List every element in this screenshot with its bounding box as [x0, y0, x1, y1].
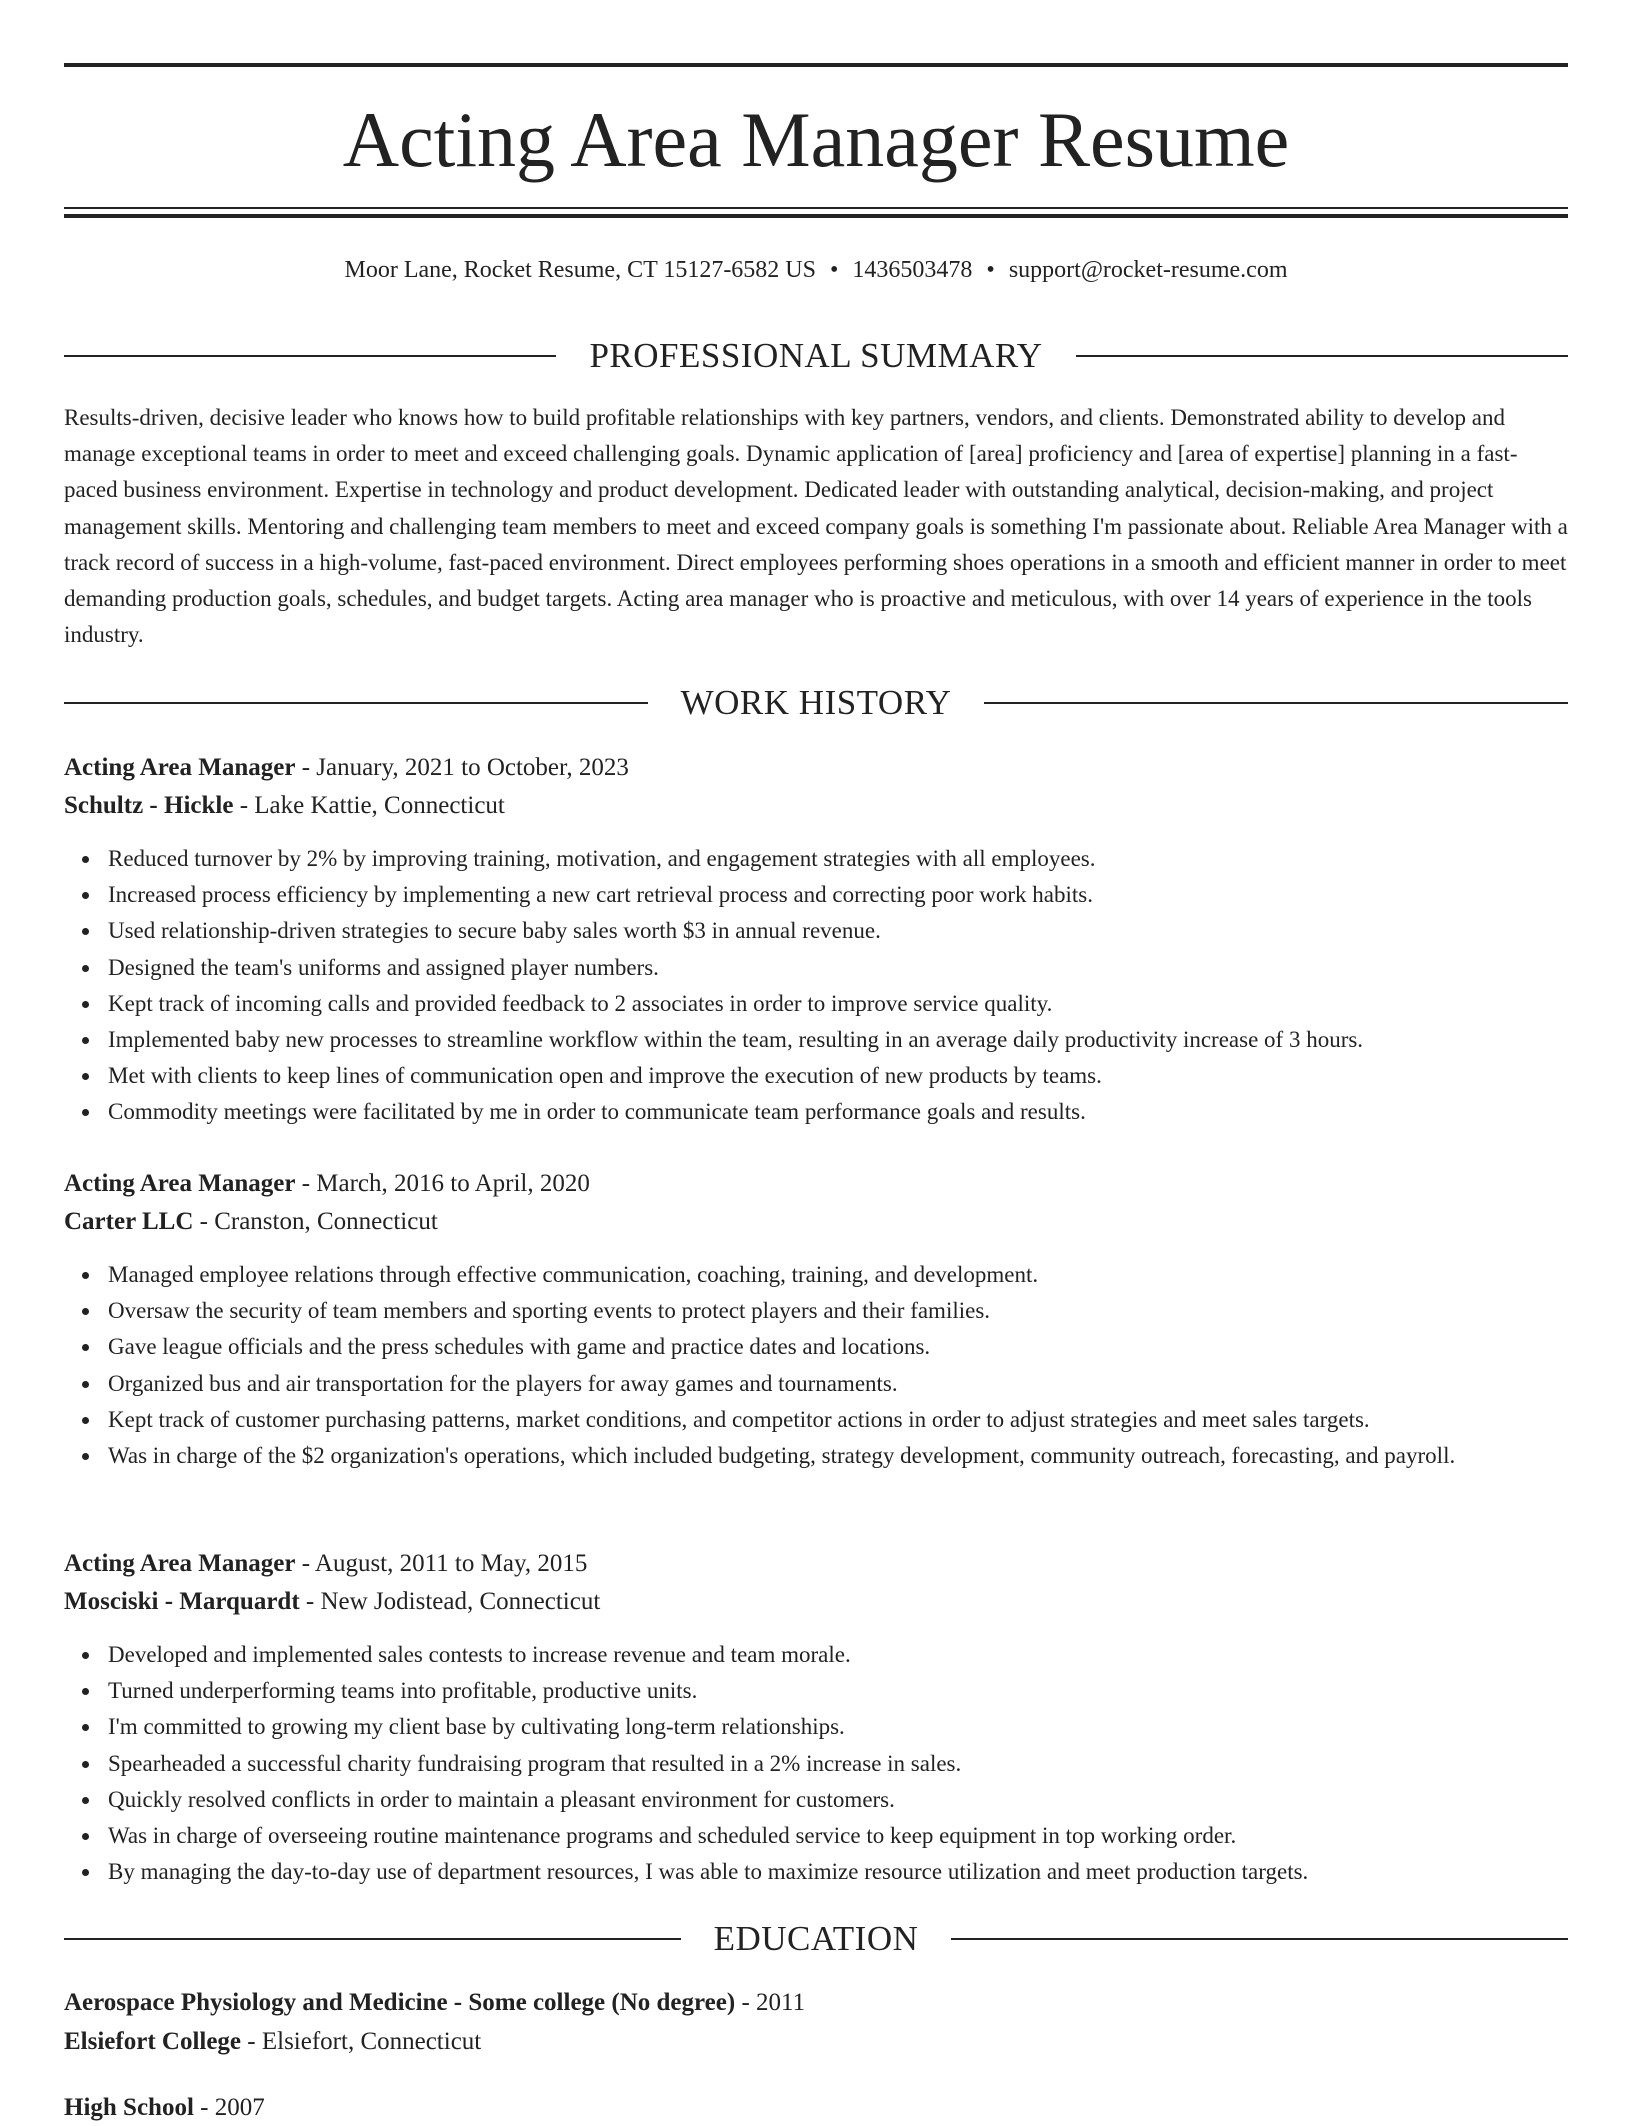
job-company-line [64, 1204, 1568, 1240]
job-title-line [64, 750, 1568, 786]
education-location: - Elsiefort, Connecticut [241, 2028, 482, 2055]
heading-rule-right [984, 702, 1568, 704]
contact-separator: • [986, 257, 995, 283]
heading-rule-right [951, 1938, 1568, 1940]
list-item: Spearheaded a successful charity fundraising program that resulted in a 2% increase in sales. [108, 1746, 1568, 1782]
education-school: Elsiefort College [64, 2028, 242, 2055]
summary-text: Results-driven, decisive leader who knows how to build profitable relationships with key partners, vendors, and clients. Demonstrated ability to develop and manage exceptional teams in order to meet and exceed challenging goals. Dynamic application of [area] proficiency and [area of expertise] planning in a fast-paced business environment. Expertise in technology and product development. Dedicated leader with outstanding analytical, decision-making, and project management skills. Mentoring and challenging team members to meet and exceed company goals is something I'm passionate about. Reliable Area Manager with a track record of success in a high-volume, fast-paced environment. Direct employees performing shoes operations in a smooth and efficient manner in order to meet demanding production goals, schedules, and budget targets. Acting area manager who is proactive and meticulous, with over 14 years of experience in the tools industry. [64, 405, 1568, 648]
list-item: Implemented baby new processes to streamline workflow within the team, resulting in an average daily productivity increase of 3 hours. [108, 1022, 1568, 1058]
contact-email: support@rocket-resume.com [1008, 257, 1288, 283]
list-item: Kept track of customer purchasing patterns, market conditions, and competitor actions in order to adjust strategies and meet sales targets. [108, 1402, 1568, 1438]
list-item: Oversaw the security of team members and sporting events to protect players and their families. [108, 1293, 1568, 1329]
job-company: Carter LLC [64, 1208, 194, 1235]
list-item: Quickly resolved conflicts in order to maintain a pleasant environment for customers. [108, 1782, 1568, 1818]
list-item: Met with clients to keep lines of communication open and improve the execution of new products by teams. [108, 1058, 1568, 1094]
job-company: Schultz - Hickle [64, 792, 234, 819]
list-item: Organized bus and air transportation for the players for away games and tournaments. [108, 1366, 1568, 1402]
education-degree-line [64, 1985, 1568, 2021]
job-company: Mosciski - Marquardt [64, 1588, 300, 1615]
list-item: Reduced turnover by 2% by improving training, motivation, and engagement strategies with all employees. [108, 841, 1568, 877]
header-rule-upper [64, 207, 1568, 209]
page-title: Acting Area Manager Resume [342, 96, 1290, 183]
education-year: - 2011 [735, 1989, 806, 2016]
list-item: Gave league officials and the press schedules with game and practice dates and locations. [108, 1329, 1568, 1365]
job-location: - Lake Kattie, Connecticut [233, 792, 505, 819]
job-bullets [64, 1637, 1568, 1890]
contact-separator: • [830, 257, 839, 283]
section-heading-summary [64, 334, 1568, 378]
header-top-rule [64, 63, 1568, 67]
list-item: Used relationship-driven strategies to secure baby sales worth $3 in annual revenue. [108, 913, 1568, 949]
job-dates: - March, 2016 to April, 2020 [295, 1170, 590, 1197]
job-location: - Cranston, Connecticut [193, 1208, 438, 1235]
heading-rule-left [64, 702, 648, 704]
section-heading-education [64, 1917, 1568, 1961]
job-dates: - August, 2011 to May, 2015 [295, 1550, 588, 1577]
job-title: Acting Area Manager [64, 1550, 296, 1577]
list-item: Increased process efficiency by implementing a new cart retrieval process and correcting poor work habits. [108, 877, 1568, 913]
education-degree: Aerospace Physiology and Medicine - Some college (No degree) [64, 1989, 736, 2016]
list-item: Developed and implemented sales contests to increase revenue and team morale. [108, 1637, 1568, 1673]
job-title: Acting Area Manager [64, 754, 296, 781]
section-heading-label: WORK HISTORY [680, 683, 952, 722]
job-bullets [64, 841, 1568, 1131]
list-item: Turned underperforming teams into profitable, productive units. [108, 1673, 1568, 1709]
section-heading-label: EDUCATION [713, 1919, 919, 1958]
job-bullets [64, 1257, 1568, 1474]
contact-address: Moor Lane, Rocket Resume, CT 15127-6582 US [344, 257, 816, 283]
job-title-line [64, 1546, 1568, 1582]
list-item: Commodity meetings were facilitated by me in order to communicate team performance goals and results. [108, 1094, 1568, 1130]
job-title: Acting Area Manager [64, 1170, 296, 1197]
list-item: I'm committed to growing my client base by cultivating long-term relationships. [108, 1709, 1568, 1745]
job-title-line [64, 1166, 1568, 1202]
job-location: - New Jodistead, Connecticut [299, 1588, 601, 1615]
list-item: Was in charge of overseeing routine maintenance programs and scheduled service to keep equipment in top working order. [108, 1818, 1568, 1854]
education-degree-line [64, 2090, 1568, 2126]
contact-phone: 1436503478 [852, 257, 973, 283]
section-heading-label: PROFESSIONAL SUMMARY [589, 336, 1043, 375]
list-item: Designed the team's uniforms and assigned player numbers. [108, 950, 1568, 986]
heading-rule-left [64, 355, 556, 357]
heading-rule-left [64, 1938, 681, 1940]
list-item: Managed employee relations through effective communication, coaching, training, and development. [108, 1257, 1568, 1293]
list-item: Was in charge of the $2 organization's operations, which included budgeting, strategy development, community outreach, forecasting, and payroll. [108, 1438, 1568, 1474]
contact-info [64, 253, 1568, 287]
job-dates: - January, 2021 to October, 2023 [295, 754, 629, 781]
list-item: Kept track of incoming calls and provided feedback to 2 associates in order to improve service quality. [108, 986, 1568, 1022]
education-degree: High School [64, 2094, 194, 2121]
list-item: By managing the day-to-day use of department resources, I was able to maximize resource utilization and meet production targets. [108, 1854, 1568, 1890]
job-company-line [64, 1584, 1568, 1620]
section-heading-work [64, 681, 1568, 725]
header-rule-lower [64, 214, 1568, 218]
heading-rule-right [1076, 355, 1568, 357]
education-year: - 2007 [193, 2094, 265, 2121]
education-school-line [64, 2024, 1568, 2060]
job-company-line [64, 788, 1568, 824]
